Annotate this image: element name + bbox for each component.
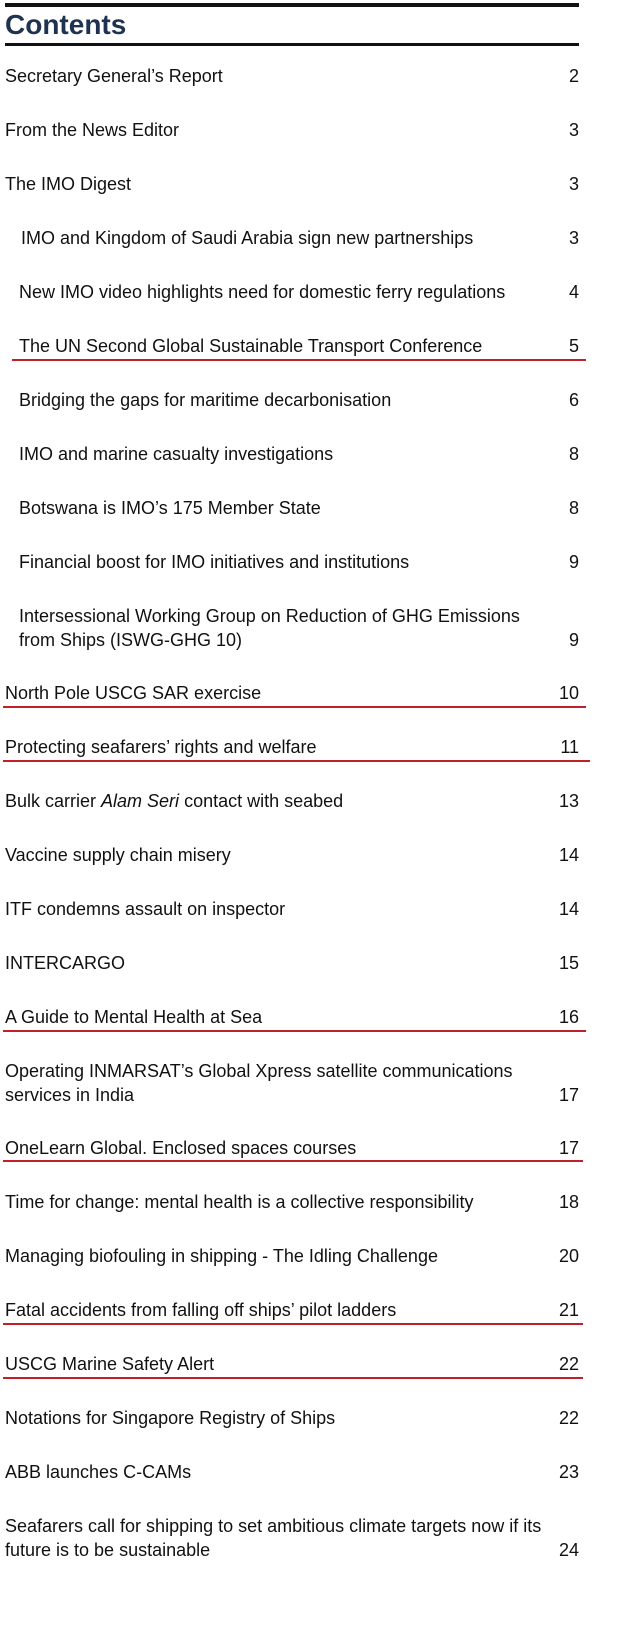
toc-entry-title: Notations for Singapore Registry of Ships bbox=[5, 1408, 336, 1428]
toc-entry-page: 18 bbox=[558, 1192, 579, 1212]
toc-subentry[interactable] bbox=[19, 550, 579, 574]
toc-entry-title: Intersessional Working Group on Reduction of GHG Emissions from Ships (ISWG-GHG 10) bbox=[19, 606, 520, 650]
toc-subentry[interactable] bbox=[19, 496, 579, 520]
toc-entry[interactable] bbox=[5, 951, 579, 975]
vessel-name: Alam Seri bbox=[101, 791, 180, 811]
toc-entry-title: From the News Editor bbox=[5, 120, 180, 140]
toc-entry-page: 9 bbox=[568, 630, 579, 650]
top-rule bbox=[5, 3, 579, 7]
toc-entry-page: 13 bbox=[558, 791, 579, 811]
toc-entry-page: 14 bbox=[558, 845, 579, 865]
toc-entry[interactable] bbox=[5, 1190, 579, 1214]
toc-entry[interactable] bbox=[5, 897, 579, 921]
toc-entry-page: 2 bbox=[568, 66, 579, 86]
toc-entry-page: 22 bbox=[558, 1354, 579, 1374]
toc-entry-title: IMO and Kingdom of Saudi Arabia sign new partnerships bbox=[21, 228, 474, 248]
toc-entry-title: Botswana is IMO’s 175 Member State bbox=[19, 498, 321, 518]
toc-entry-title: Secretary General’s Report bbox=[5, 66, 223, 86]
toc-entry-title: USCG Marine Safety Alert bbox=[5, 1354, 215, 1374]
toc-entry-page: 16 bbox=[558, 1007, 579, 1027]
toc-entry-page: 21 bbox=[558, 1300, 579, 1320]
toc-entry-title: Managing biofouling in shipping - The Idling Challenge bbox=[5, 1246, 438, 1266]
entry-underline bbox=[3, 760, 590, 762]
toc-entry-title: A Guide to Mental Health at Sea bbox=[5, 1007, 263, 1027]
toc-entry-title: Financial boost for IMO initiatives and institutions bbox=[19, 552, 410, 572]
toc-entry-page: 22 bbox=[558, 1408, 579, 1428]
toc-entry-title: Seafarers call for shipping to set ambitious climate targets now if its future is to be sustainable bbox=[5, 1516, 542, 1560]
toc-entry-title: The IMO Digest bbox=[5, 174, 132, 194]
toc-entry-title: OneLearn Global. Enclosed spaces courses bbox=[5, 1138, 357, 1158]
title-part: contact with seabed bbox=[179, 791, 344, 811]
toc-entry-page: 15 bbox=[558, 953, 579, 973]
toc-entry-page: 5 bbox=[568, 336, 579, 356]
toc-subentry[interactable] bbox=[19, 226, 579, 250]
toc-entry[interactable] bbox=[5, 789, 579, 813]
toc-entry[interactable] bbox=[5, 64, 579, 88]
toc-entry-title bbox=[5, 789, 559, 813]
toc-entry-title: ABB launches C-CAMs bbox=[5, 1462, 192, 1482]
toc-entry[interactable] bbox=[5, 681, 579, 705]
toc-entry-title: Bridging the gaps for maritime decarbonisation bbox=[19, 390, 392, 410]
page-title: Contents bbox=[5, 9, 127, 40]
toc-entry-page: 11 bbox=[560, 737, 579, 757]
entry-underline bbox=[3, 706, 586, 708]
toc-entry[interactable] bbox=[5, 1136, 579, 1160]
toc-entry-title: IMO and marine casualty investigations bbox=[19, 444, 334, 464]
toc-entry-page: 3 bbox=[568, 120, 579, 140]
entry-underline bbox=[3, 1323, 583, 1325]
toc-entry-title: North Pole USCG SAR exercise bbox=[5, 683, 262, 703]
toc-entry-title: The UN Second Global Sustainable Transport Conference bbox=[19, 336, 483, 356]
toc-entry-page: 14 bbox=[558, 899, 579, 919]
toc-entry[interactable] bbox=[5, 843, 579, 867]
toc-entry-page: 9 bbox=[568, 552, 579, 572]
toc-entry-title: Operating INMARSAT’s Global Xpress satellite communications services in India bbox=[5, 1061, 513, 1105]
title-part: Bulk carrier bbox=[5, 791, 102, 811]
toc-entry-title: INTERCARGO bbox=[5, 953, 126, 973]
toc-subentry[interactable] bbox=[19, 442, 579, 466]
entry-underline bbox=[3, 1160, 583, 1162]
toc-entry-title: Fatal accidents from falling off ships’ pilot ladders bbox=[5, 1300, 397, 1320]
toc-entry[interactable] bbox=[5, 735, 579, 759]
toc-entry-title: Time for change: mental health is a collective responsibility bbox=[5, 1192, 474, 1212]
toc-entry-page: 3 bbox=[568, 174, 579, 194]
toc-entry-page: 8 bbox=[568, 498, 579, 518]
toc-entry[interactable] bbox=[5, 1514, 579, 1562]
entry-underline bbox=[3, 1377, 583, 1379]
entry-underline bbox=[12, 359, 586, 361]
toc-entry-title: Protecting seafarers’ rights and welfare bbox=[5, 737, 317, 757]
toc-entry[interactable] bbox=[5, 1244, 579, 1268]
toc-entry-title: ITF condemns assault on inspector bbox=[5, 899, 286, 919]
toc-entry-page: 17 bbox=[558, 1138, 579, 1158]
toc-subentry[interactable] bbox=[19, 334, 579, 358]
toc-entry[interactable] bbox=[5, 1298, 579, 1322]
toc-entry[interactable] bbox=[5, 1406, 579, 1430]
toc-entry-page: 23 bbox=[558, 1462, 579, 1482]
toc-entry-page: 20 bbox=[558, 1246, 579, 1266]
toc-entry[interactable] bbox=[5, 1059, 579, 1107]
toc-entry-page: 6 bbox=[568, 390, 579, 410]
toc-subentry[interactable] bbox=[19, 280, 579, 304]
toc-entry[interactable] bbox=[5, 118, 579, 142]
toc-entry[interactable] bbox=[5, 1352, 579, 1376]
toc-entry-page: 24 bbox=[558, 1540, 579, 1560]
toc-entry-page: 10 bbox=[558, 683, 579, 703]
toc-entry-page: 17 bbox=[558, 1085, 579, 1105]
toc-entry[interactable] bbox=[5, 172, 579, 196]
entry-underline bbox=[3, 1030, 586, 1032]
toc-entry[interactable] bbox=[5, 1460, 579, 1484]
toc-subentry[interactable] bbox=[19, 604, 579, 652]
toc-entry-title: New IMO video highlights need for domestic ferry regulations bbox=[19, 282, 506, 302]
title-rule bbox=[5, 43, 579, 46]
toc-entry-page: 4 bbox=[568, 282, 579, 302]
toc-entry-page: 8 bbox=[568, 444, 579, 464]
toc-entry-page: 3 bbox=[568, 228, 579, 248]
toc-entry[interactable] bbox=[5, 1005, 579, 1029]
toc-subentry[interactable] bbox=[19, 388, 579, 412]
toc-entry-title: Vaccine supply chain misery bbox=[5, 845, 231, 865]
